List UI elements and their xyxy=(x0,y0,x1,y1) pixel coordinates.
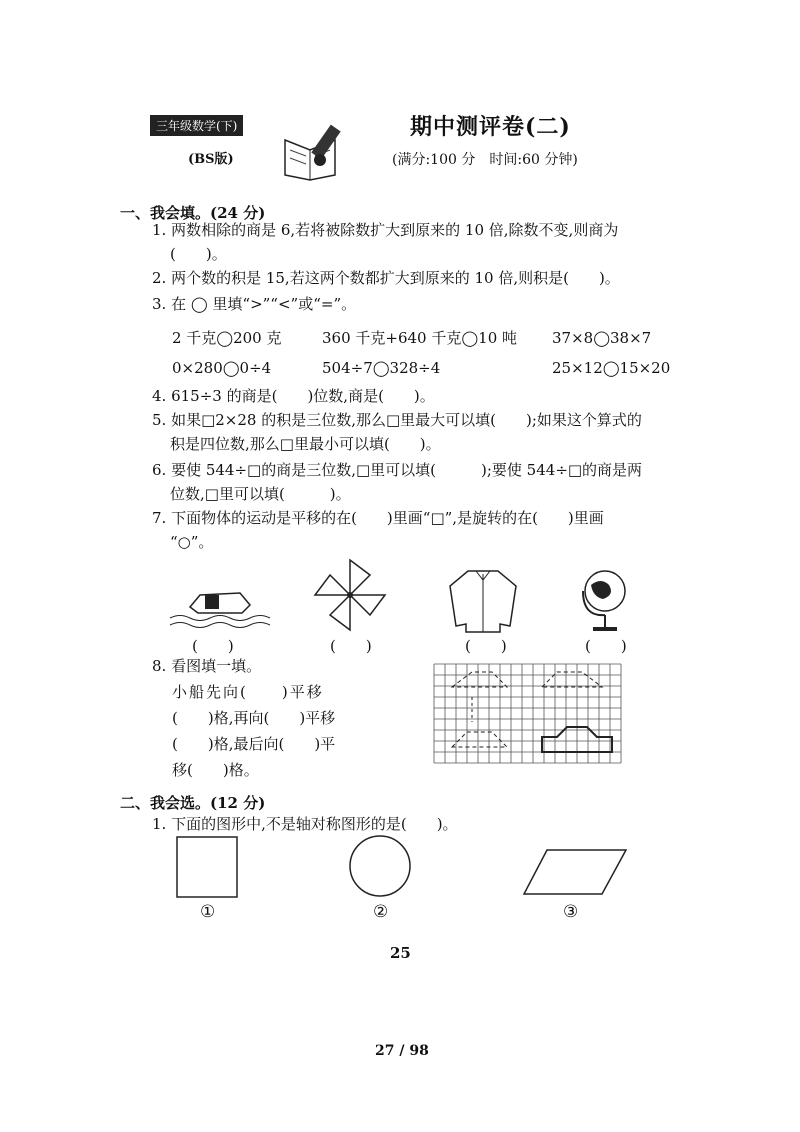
question-7-line2: “○”。 xyxy=(170,533,214,551)
compare-item: 2 千克◯200 克 xyxy=(172,329,282,347)
page-title: 期中测评卷(二) xyxy=(410,114,571,140)
boat-icon xyxy=(170,585,270,635)
exam-info: (满分:100 分 时间:60 分钟) xyxy=(392,152,578,168)
question-8-line: 移( )格。 xyxy=(172,761,259,779)
question-5-line2: 积是四位数,那么□里最小可以填( )。 xyxy=(170,435,441,453)
question-8-line: 小船先向( )平移 xyxy=(172,683,324,701)
pinwheel-icon xyxy=(310,555,390,635)
parallelogram-shape xyxy=(522,848,628,898)
question-7-line1: 7. 下面物体的运动是平移的在( )里画“□”,是旋转的在( )里画 xyxy=(152,509,604,527)
answer-blank[interactable]: ( ) xyxy=(330,637,372,655)
question-6-line2: 位数,□里可以填( )。 xyxy=(170,485,351,503)
edition-label: (BS版) xyxy=(188,152,234,167)
answer-blank[interactable]: ( ) xyxy=(585,637,627,655)
compare-item: 37×8◯38×7 xyxy=(552,329,652,347)
compare-item: 25×12◯15×20 xyxy=(552,359,671,377)
question-6-line1: 6. 要使 544÷□的商是三位数,□里可以填( );要使 544÷□的商是两 xyxy=(152,461,643,479)
circle-shape xyxy=(348,834,412,898)
section-2-heading: 二、我会选。(12 分) xyxy=(120,794,266,812)
globe-icon xyxy=(575,565,635,635)
option-label[interactable]: ① xyxy=(200,902,216,922)
option-label[interactable]: ③ xyxy=(563,902,579,922)
compare-item: 0×280◯0÷4 xyxy=(172,359,272,377)
section-2-question-1: 1. 下面的图形中,不是轴对称图形的是( )。 xyxy=(152,815,458,833)
compare-item: 504÷7◯328÷4 xyxy=(322,359,441,377)
jacket-icon xyxy=(448,566,518,636)
answer-blank[interactable]: ( ) xyxy=(465,637,507,655)
book-pen-icon xyxy=(280,120,360,180)
question-3: 3. 在 ◯ 里填“>”“<”或“=”。 xyxy=(152,295,357,313)
boat-translation-grid xyxy=(432,662,627,772)
compare-item: 360 千克+640 千克◯10 吨 xyxy=(322,329,518,347)
answer-blank[interactable]: ( ) xyxy=(192,637,234,655)
pager: 27 / 98 xyxy=(375,1043,429,1059)
question-4: 4. 615÷3 的商是( )位数,商是( )。 xyxy=(152,387,435,405)
question-2: 2. 两个数的积是 15,若这两个数都扩大到原来的 10 倍,则积是( )。 xyxy=(152,269,620,287)
question-1-line2: ( )。 xyxy=(170,245,227,263)
square-shape xyxy=(176,836,238,898)
option-label[interactable]: ② xyxy=(373,902,389,922)
section-1-heading: 一、我会填。(24 分) xyxy=(120,204,266,222)
question-5-line1: 5. 如果□2×28 的积是三位数,那么□里最大可以填( );如果这个算式的 xyxy=(152,411,642,429)
page-number: 25 xyxy=(390,944,411,962)
grade-badge: 三年级数学(下) xyxy=(150,115,243,136)
question-8-line: 8. 看图填一填。 xyxy=(152,657,262,675)
question-8-line: ( )格,再向( )平移 xyxy=(172,709,336,727)
question-8-line: ( )格,最后向( )平 xyxy=(172,735,336,753)
question-1-line1: 1. 两数相除的商是 6,若将被除数扩大到原来的 10 倍,除数不变,则商为 xyxy=(152,221,619,239)
